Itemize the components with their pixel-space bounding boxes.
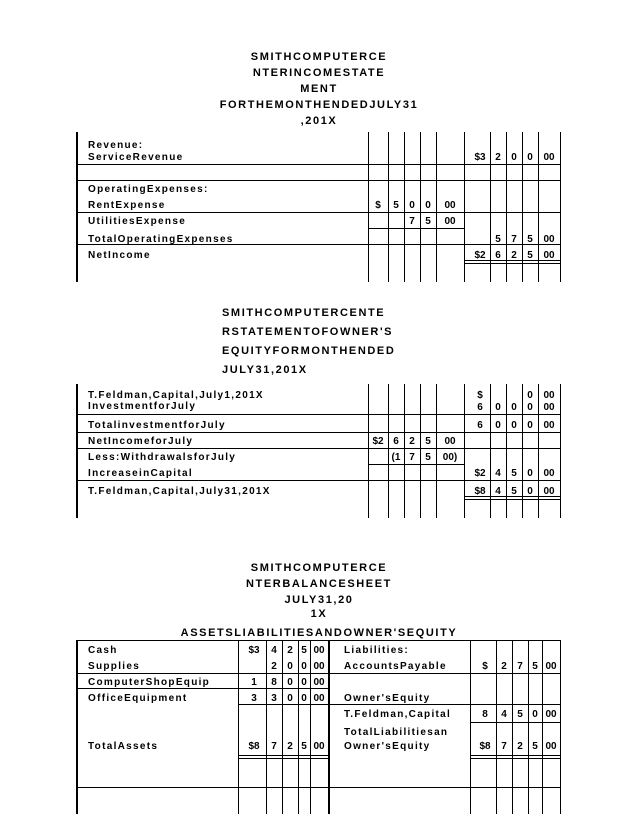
column-line — [560, 384, 561, 518]
figure-cell: 00 — [543, 486, 555, 497]
total-assets-label: TotalAssets — [88, 741, 159, 752]
figure-cell: 0 — [301, 677, 307, 688]
figure-cell: 4 — [495, 468, 501, 479]
figure-cell: 00 — [545, 661, 557, 672]
row-line — [76, 448, 560, 449]
figure-cell: (1 — [391, 452, 401, 463]
revenue-label: Revenue: — [88, 140, 144, 151]
column-line — [560, 132, 561, 282]
figure-cell: 2 — [517, 741, 523, 752]
increase-label: IncreaseinCapital — [88, 468, 193, 479]
figure-cell: 00 — [543, 152, 555, 163]
figure-cell: 0 — [301, 661, 307, 672]
figure-cell: 0 — [527, 468, 533, 479]
title-line: EQUITYFORMONTHENDED — [222, 345, 396, 357]
title-line: ,201X — [300, 115, 338, 127]
figure-cell: 2 — [501, 661, 507, 672]
office-equipment-label: OfficeEquipment — [88, 693, 188, 704]
figure-cell: 00 — [313, 693, 325, 704]
figure-cell: 6 — [477, 402, 483, 413]
row-line — [76, 164, 560, 165]
figure-cell: 0 — [527, 390, 533, 401]
title-line: SMITHCOMPUTERCE — [250, 51, 388, 63]
title-line: SMITHCOMPUTERCENTE — [222, 307, 386, 319]
figure-cell: 00 — [444, 200, 456, 211]
figure-cell: 5 — [511, 486, 517, 497]
title-line: FORTHEMONTHENDEDJULY31 — [219, 99, 419, 111]
underline — [368, 228, 464, 229]
figure-cell: 00 — [313, 677, 325, 688]
figure-cell: 5 — [425, 216, 431, 227]
operating-expenses-label: OperatingExpenses: — [88, 184, 209, 195]
net-income-label: NetIncome — [88, 250, 151, 261]
figure-cell: 0 — [287, 693, 293, 704]
figure-cell: $ — [482, 661, 488, 672]
figure-cell: 2 — [511, 250, 517, 261]
figure-cell: 5 — [425, 436, 431, 447]
cash-label: Cash — [88, 645, 118, 656]
figure-cell: 00) — [442, 452, 458, 463]
figure-cell: 5 — [511, 468, 517, 479]
underline — [238, 704, 328, 705]
column-line — [464, 384, 465, 518]
column-line — [560, 640, 561, 814]
figure-cell: 7 — [501, 741, 507, 752]
figure-cell: 2 — [287, 741, 293, 752]
figure-cell: 1 — [251, 677, 257, 688]
figure-cell: 00 — [444, 436, 456, 447]
net-income-label: NetIncomeforJuly — [88, 436, 194, 447]
figure-cell: 2 — [495, 152, 501, 163]
figure-cell: 00 — [543, 468, 555, 479]
figure-cell: 4 — [501, 709, 507, 720]
figure-cell: 5 — [532, 661, 538, 672]
capital-start-label: T.Feldman,Capital,July1,201X — [88, 390, 264, 401]
figure-cell: 0 — [425, 200, 431, 211]
withdrawals-label: Less:WithdrawalsforJuly — [88, 452, 237, 463]
figure-cell: 7 — [271, 741, 277, 752]
figure-cell: 5 — [393, 200, 399, 211]
figure-cell: 00 — [543, 250, 555, 261]
row-line — [76, 414, 560, 415]
double-underline — [470, 758, 560, 759]
figure-cell: 5 — [532, 741, 538, 752]
accounts-payable-label: AccountsPayable — [344, 661, 447, 672]
double-underline — [470, 755, 560, 756]
figure-cell: 0 — [287, 661, 293, 672]
row-line — [76, 480, 560, 481]
figure-cell: $3 — [474, 152, 486, 163]
column-line — [420, 384, 421, 518]
figure-cell: $2 — [372, 436, 384, 447]
figure-cell: 0 — [495, 402, 501, 413]
figure-cell: 7 — [409, 216, 415, 227]
figure-cell: 4 — [271, 645, 277, 656]
figure-cell: 00 — [543, 234, 555, 245]
figure-cell: 7 — [517, 661, 523, 672]
title-line: NTERINCOMESTATE — [252, 67, 386, 79]
title-line: SMITHCOMPUTERCE — [250, 562, 388, 574]
figure-cell: 6 — [477, 420, 483, 431]
figure-cell: 0 — [511, 420, 517, 431]
balance-sheet-heading: ASSETSLIABILITIESANDOWNER'SEQUITY — [180, 627, 458, 639]
feldman-capital-label: T.Feldman,Capital — [344, 709, 452, 720]
figure-cell: 7 — [511, 234, 517, 245]
figure-cell: 00 — [313, 661, 325, 672]
figure-cell: 00 — [543, 420, 555, 431]
figure-cell: 2 — [409, 436, 415, 447]
figure-cell: 2 — [287, 645, 293, 656]
figure-cell: 00 — [313, 645, 325, 656]
figure-cell: $8 — [479, 741, 491, 752]
figure-cell: $ — [477, 390, 483, 401]
figure-cell: 8 — [271, 677, 277, 688]
figure-cell: $8 — [248, 741, 260, 752]
row-line — [76, 212, 560, 213]
row-line — [76, 180, 560, 181]
investment-label: InvestmentforJuly — [88, 401, 197, 412]
figure-cell: 00 — [545, 741, 557, 752]
figure-cell: $2 — [474, 250, 486, 261]
title-line: JULY31,20 — [284, 594, 354, 606]
figure-cell: 00 — [543, 390, 555, 401]
figure-cell: 5 — [301, 741, 307, 752]
figure-cell: 0 — [511, 402, 517, 413]
figure-cell: 0 — [527, 152, 533, 163]
figure-cell: 5 — [517, 709, 523, 720]
figure-cell: $2 — [474, 468, 486, 479]
total-investment-label: TotalinvestmentforJuly — [88, 420, 226, 431]
figure-cell: 4 — [495, 486, 501, 497]
figure-cell: 2 — [271, 661, 277, 672]
figure-cell: 00 — [545, 709, 557, 720]
table-border — [76, 384, 78, 518]
figure-cell: 6 — [495, 250, 501, 261]
figure-cell: 5 — [495, 234, 501, 245]
title-line: RSTATEMENTOFOWNER'S — [222, 326, 394, 338]
double-underline — [238, 755, 328, 756]
figure-cell: 0 — [527, 486, 533, 497]
figure-cell: 00 — [313, 741, 325, 752]
figure-cell: 8 — [482, 709, 488, 720]
double-underline — [238, 758, 328, 759]
figure-cell: 00 — [543, 402, 555, 413]
figure-cell: 0 — [511, 152, 517, 163]
column-line — [368, 384, 369, 518]
owners-equity-label: Owner'sEquity — [344, 693, 431, 704]
figure-cell: 6 — [393, 436, 399, 447]
total-liabilities-label: TotalLiabilitiesan — [344, 727, 449, 738]
figure-cell: 5 — [301, 645, 307, 656]
column-line — [436, 384, 437, 518]
supplies-label: Supplies — [88, 661, 141, 672]
rent-expense-label: RentExpense — [88, 200, 166, 211]
figure-cell: 5 — [425, 452, 431, 463]
title-line: NTERBALANCESHEET — [246, 578, 392, 590]
figure-cell: 0 — [532, 709, 538, 720]
figure-cell: 3 — [271, 693, 277, 704]
liabilities-label: Liabilities: — [344, 645, 410, 656]
figure-cell: 0 — [495, 420, 501, 431]
figure-cell: 0 — [301, 693, 307, 704]
row-line — [76, 673, 560, 674]
underline — [470, 722, 560, 723]
figure-cell: 0 — [287, 677, 293, 688]
figure-cell: 3 — [251, 693, 257, 704]
figure-cell: 5 — [527, 234, 533, 245]
figure-cell: 0 — [527, 402, 533, 413]
figure-cell: $ — [375, 200, 381, 211]
double-underline — [464, 263, 560, 264]
figure-cell: 5 — [527, 250, 533, 261]
figure-cell: 0 — [409, 200, 415, 211]
computer-equipment-label: ComputerShopEquip — [88, 677, 211, 688]
row-line — [76, 688, 328, 689]
table-border — [76, 132, 78, 282]
total-operating-expenses-label: TotalOperatingExpenses — [88, 234, 234, 245]
utilities-expense-label: UtilitiesExpense — [88, 216, 187, 227]
figure-cell: 00 — [444, 216, 456, 227]
figure-cell: 7 — [409, 452, 415, 463]
underline — [368, 464, 464, 465]
row-line — [328, 704, 560, 705]
column-line — [388, 384, 389, 518]
figure-cell: 0 — [527, 420, 533, 431]
row-line — [76, 787, 560, 788]
row-line — [76, 432, 560, 433]
title-line: JULY31,201X — [222, 364, 308, 376]
row-line — [76, 640, 560, 641]
figure-cell: $3 — [248, 645, 260, 656]
figure-cell: $8 — [474, 486, 486, 497]
capital-end-label: T.Feldman,Capital,July31,201X — [88, 486, 271, 497]
column-line — [404, 384, 405, 518]
service-revenue-label: ServiceRevenue — [88, 152, 184, 163]
double-underline — [464, 499, 560, 500]
total-owners-equity-label: Owner'sEquity — [344, 741, 431, 752]
title-line: 1X — [310, 608, 328, 620]
title-line: MENT — [300, 83, 338, 95]
